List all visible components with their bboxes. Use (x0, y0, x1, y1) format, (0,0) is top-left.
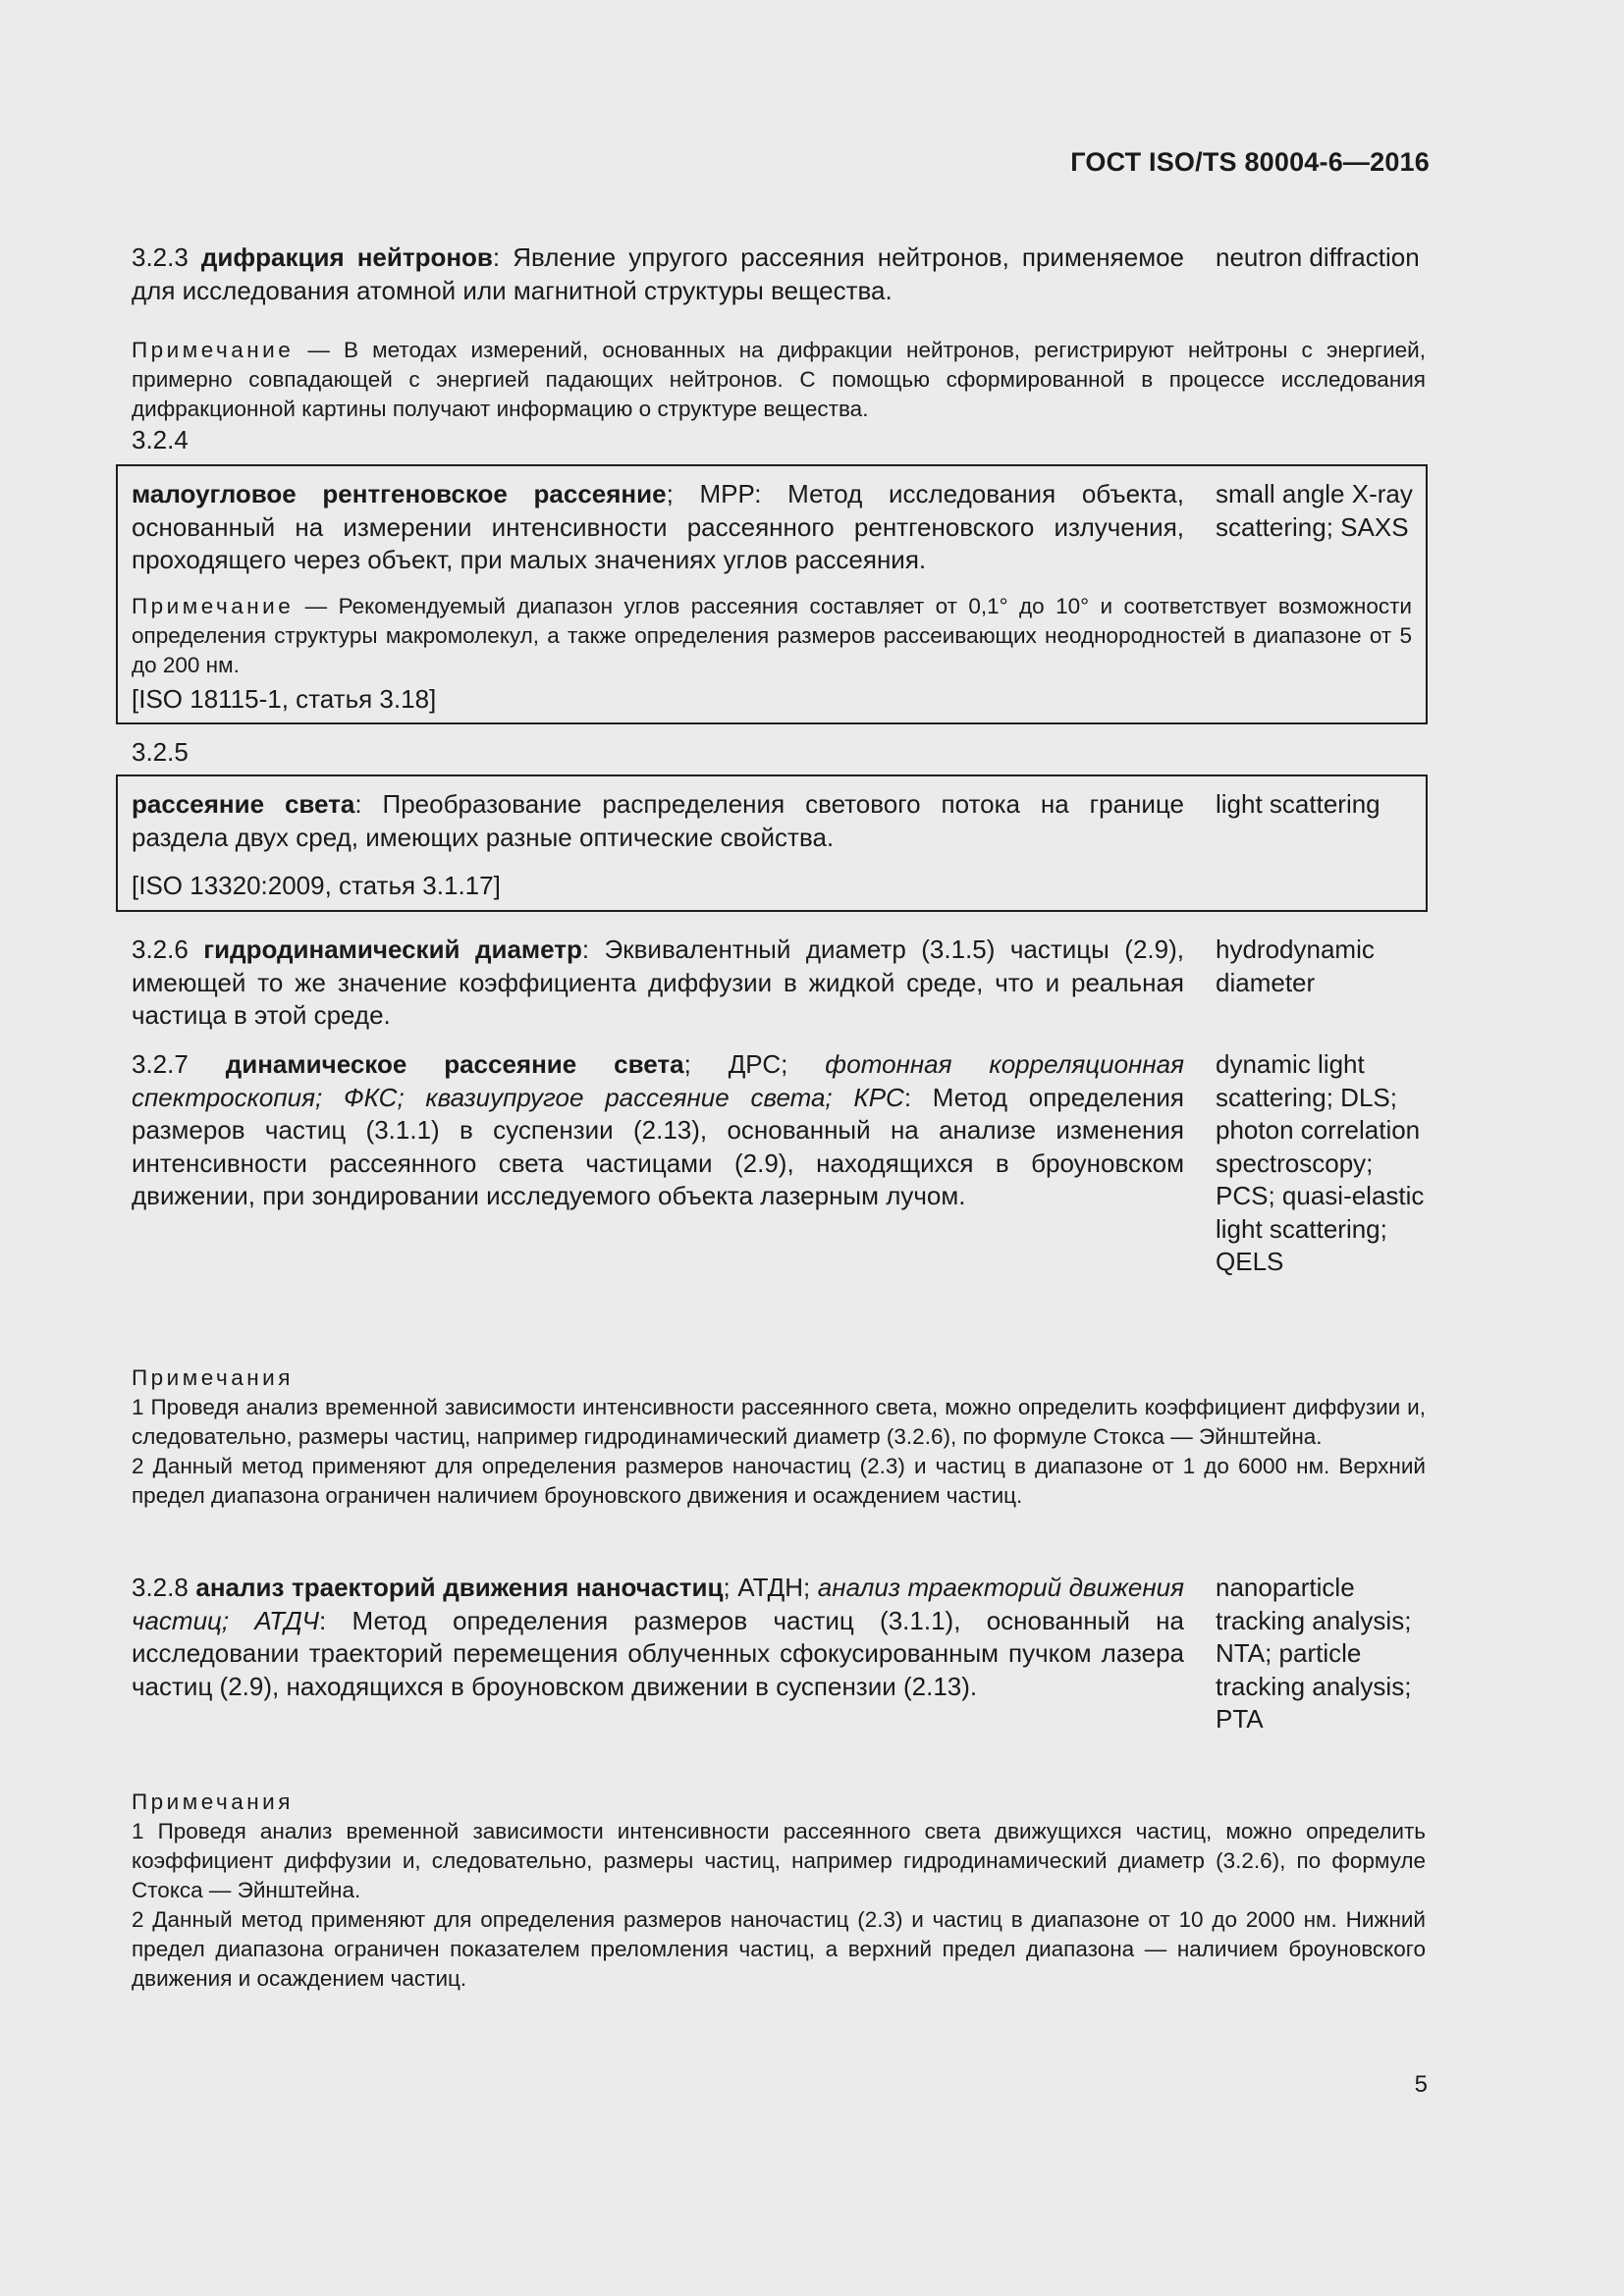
term-number: 3.2.8 (132, 1573, 189, 1602)
definition-text: : Эквивалентный диаметр (3.1.5) частицы (2.9), имеющей то же значение коэффициента диффузии в жидкой среде, что и реальная частица в этой среде. (132, 934, 1184, 1030)
english-equivalent: dynamic light scattering; DLS; photon correlation spectroscopy; PCS; quasi-elastic light scattering; QELS (1216, 1049, 1425, 1276)
term-name: гидродинамический диаметр (203, 934, 582, 964)
document-header: ГОСТ ISO/TS 80004-6—2016 (1070, 147, 1430, 177)
note-1: 1 Проведя анализ временной зависимости интенсивности рассеянного света, можно определить коэффициент диффузии и, следовательно, размеры частиц, например гидродинамический диаметр (3.2.6), по формуле Стокса — Эйнштейна. (132, 1395, 1426, 1449)
term-number: 3.2.6 (132, 934, 189, 964)
term-definition (132, 788, 1184, 854)
term-number-3-2-4: 3.2.4 (132, 425, 189, 454)
notes-3-2-7 (132, 1363, 1426, 1511)
term-name: рассеяние света (132, 789, 355, 819)
definition-text: : Метод определения размеров частиц (3.1.1), основанный на исследовании траекторий перемещения облученных сфокусированным пучком лазера частиц (2.9), находящихся в броуновском движении в суспензии (2.13). (132, 1605, 1184, 1701)
synonyms: фотонная корреляционная спектроскопия; ФКС; квазиупругое рассеяние света; КРС (132, 1049, 1184, 1112)
term-box-3-2-4 (116, 464, 1428, 724)
term-definition (132, 1572, 1184, 1736)
notes-label: Примечания (132, 1365, 294, 1390)
notes-label: Примечания (132, 1789, 294, 1814)
definition-text: : Явление упругого рассеяния нейтронов, применяемое для исследования атомной или магнитной структуры вещества. (132, 242, 1184, 305)
notes-3-2-8 (132, 1788, 1426, 1994)
term-name: динамическое рассеяние света (225, 1049, 684, 1079)
term-number-3-2-5: 3.2.5 (132, 737, 189, 767)
definition-text: : Метод определения размеров частиц (3.1.1) в суспензии (2.13), основанный на анализе изменения интенсивности рассеянного света частицами (2.9), находящихся в броуновском движении, при зондировании исследуемого объекта лазерным лучом. (132, 1082, 1185, 1210)
note-2: 2 Данный метод применяют для определения размеров наночастиц (2.3) и частиц в диапазоне от 10 до 2000 нм. Нижний предел диапазона ограничен показателем преломления частиц, а верхний предел диапазона — наличием броуновского движения и осаждением частиц. (132, 1907, 1426, 1991)
page-number: 5 (1414, 2071, 1428, 2098)
definition-text: : Преобразование распределения светового потока на границе раздела двух сред, имеющих разные оптические свойства. (132, 789, 1184, 852)
term-name: анализ траекторий движения наночастиц (195, 1573, 724, 1602)
term-entry-3-2-8 (132, 1572, 1426, 1736)
note-text: — В методах измерений, основанных на дифракции нейтронов, регистрируют нейтроны с энергией, примерно совпадающей с энергией падающих нейтронов. С помощью сформированной в процессе исследования дифракционной картины получают информацию о структуре вещества. (132, 338, 1426, 421)
source-reference: [ISO 18115-1, статья 3.18] (132, 684, 437, 714)
term-definition (132, 478, 1184, 577)
term-entry-3-2-7 (132, 1048, 1426, 1279)
term-number: 3.2.7 (132, 1049, 189, 1079)
english-equivalent: small angle X-ray scattering; SAXS (1216, 479, 1413, 542)
definition-text: ; МРР: Метод исследования объекта, основанный на измерении интенсивности рассеянного рентгеновского излучения, проходящего через объект, при малых значениях углов рассеяния. (132, 479, 1184, 574)
source-reference: [ISO 13320:2009, статья 3.1.17] (132, 871, 501, 900)
term-name: дифракция нейтронов (200, 242, 493, 272)
term-entry-3-2-4 (132, 478, 1426, 577)
note-1: 1 Проведя анализ временной зависимости интенсивности рассеянного света движущихся частиц, можно определить коэффициент диффузии и, следовательно, размеры частиц, например гидродинамический диаметр (3.2.6), по формуле Стокса — Эйнштейна. (132, 1819, 1426, 1902)
note-label: Примечание (132, 594, 295, 618)
term-definition (132, 934, 1184, 1033)
term-box-3-2-5 (116, 774, 1428, 912)
abbreviation: ; АТДН; (723, 1573, 818, 1602)
term-entry-3-2-6 (132, 934, 1426, 1033)
note-3-2-4 (132, 592, 1412, 680)
note-3-2-3 (132, 336, 1426, 424)
term-name: малоугловое рентгеновское рассеяние (132, 479, 667, 508)
term-entry-3-2-3 (132, 241, 1426, 307)
note-2: 2 Данный метод применяют для определения размеров наночастиц (2.3) и частиц в диапазоне от 1 до 6000 нм. Верхний предел диапазона ограничен наличием броуновского движения и осаждением частиц. (132, 1454, 1426, 1508)
english-equivalent: neutron diffraction (1216, 242, 1420, 272)
english-equivalent: hydrodynamic diameter (1216, 934, 1375, 997)
term-definition (132, 241, 1184, 307)
english-equivalent: light scattering (1216, 789, 1380, 819)
term-number: 3.2.3 (132, 242, 189, 272)
note-label: Примечание (132, 338, 295, 362)
term-entry-3-2-5 (132, 788, 1426, 854)
english-equivalent: nanoparticle tracking analysis; NTA; particle tracking analysis; PTA (1216, 1573, 1412, 1734)
abbreviation: ; ДРС; (683, 1049, 826, 1079)
synonyms: анализ траекторий движения частиц; АТДЧ (132, 1573, 1184, 1635)
note-text: — Рекомендуемый диапазон углов рассеяния составляет от 0,1° до 10° и соответствует возможности определения структуры макромолекул, а также определения размеров рассеивающих неоднородностей в диапазоне от 5 до 200 нм. (132, 594, 1412, 677)
term-definition (132, 1048, 1184, 1279)
